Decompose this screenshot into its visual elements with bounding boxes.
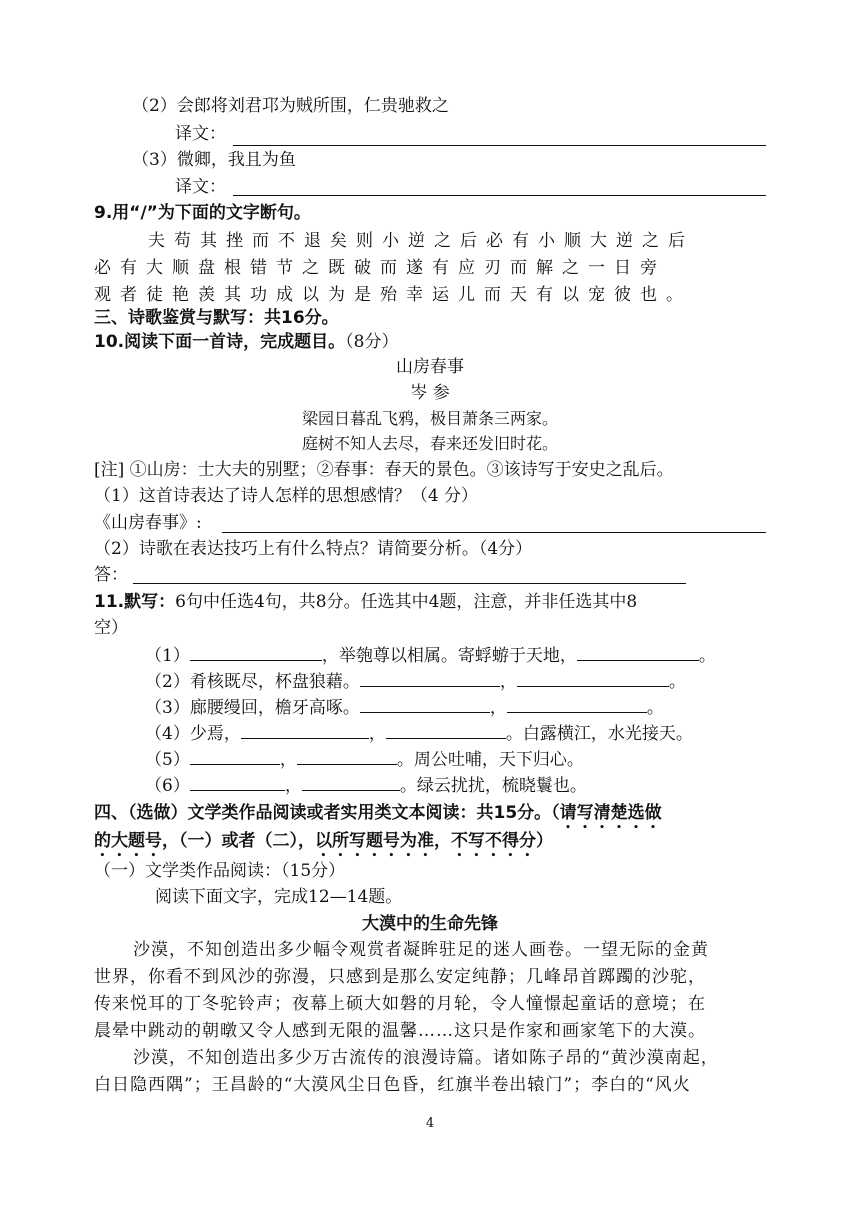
- page-number: 4: [425, 1116, 435, 1131]
- item-text: 。绿云扰扰，梳晓鬟也。: [399, 776, 587, 796]
- section-4-heading: 四、（选做）文学类作品阅读或者实用类文本阅读：共15分。: [94, 803, 552, 823]
- fill-blank[interactable]: [190, 642, 322, 661]
- article-line: 传来悦耳的丁冬驼铃声；夜幕上硕大如磐的月轮，令人憧憬起童话的意境；在: [94, 994, 706, 1014]
- question-10-sub-1: （1）这首诗表达了诗人怎样的思想感情？（4 分）: [94, 486, 479, 506]
- punctuation-text-line: 夫苟其挫而不退矣则小逆之后必有小顺大逆之后: [148, 231, 694, 251]
- article-line: 白日隐西隅”；王昌龄的“大漠风尘日色昏，红旗半卷出辕门”；李白的“风火: [94, 1075, 691, 1095]
- paren: ）: [536, 831, 553, 851]
- item-text: 。: [668, 672, 686, 692]
- article-line: 晨晕中跳动的朝暾又令人感到无限的温馨……这只是作家和画家笔下的大漠。: [94, 1021, 706, 1041]
- recitation-item-1: [145, 642, 716, 668]
- item-text: ，: [279, 750, 297, 770]
- translate-question-3: （3）微卿，我且为鱼: [132, 150, 296, 170]
- item-number: （4）: [145, 724, 190, 744]
- item-number: （2）: [145, 672, 190, 692]
- translate-label: 译文：: [175, 177, 226, 197]
- fill-blank[interactable]: [386, 720, 506, 739]
- item-number: （6）: [145, 776, 190, 796]
- recitation-item-6: [145, 772, 587, 798]
- poem-author: 岑 参: [410, 383, 450, 403]
- item-text: 。: [646, 698, 664, 718]
- question-10-points: （8分）: [345, 332, 399, 352]
- poem-title: 山房春事: [396, 357, 464, 377]
- recitation-item-3: [145, 694, 664, 720]
- translate-label: 译文：: [175, 124, 226, 144]
- question-11-desc-cont: 空）: [94, 618, 128, 638]
- recitation-item-4: [145, 720, 693, 746]
- question-9-title: 9.用“/”为下面的文字断句。: [94, 203, 311, 223]
- answer-line[interactable]: [233, 145, 766, 146]
- article-line: 世界，你看不到风沙的弥漫，只感到是那么安定纯静；几峰昂首踯躅的沙驼，: [94, 967, 706, 987]
- fill-blank[interactable]: [360, 668, 500, 687]
- translate-question-2: （2）会郎将刘君邛为贼所围，仁贵驰救之: [132, 96, 449, 116]
- fill-blank[interactable]: [241, 720, 369, 739]
- question-10-sub-2: （2）诗歌在表达技巧上有什么特点？请简要分析。（4分）: [94, 539, 533, 559]
- recitation-item-5: [145, 746, 584, 772]
- item-text: 肴核既尽，杯盘狼藉。: [189, 672, 360, 692]
- poem-note: [注] ①山房：士大夫的别墅；②春事：春天的景色。③该诗写于安史之乱后。: [94, 460, 674, 480]
- question-10-title-text: 10.阅读下面一首诗，完成题目。: [94, 332, 346, 352]
- part-1-title: （一）文学类作品阅读：（15分）: [94, 861, 346, 881]
- fill-blank[interactable]: [297, 746, 397, 765]
- fill-blank[interactable]: [360, 694, 490, 713]
- item-text: 。白露横江，水光接天。: [505, 724, 693, 744]
- section-3-heading: 三、诗歌鉴赏与默写：共16分。: [94, 308, 339, 328]
- answer-line[interactable]: [233, 195, 766, 196]
- article-line: 沙漠，不知创造出多少万古流传的浪漫诗篇。诸如陈子昂的“黄沙漠南起，: [133, 1048, 719, 1068]
- paren: （: [551, 803, 560, 823]
- question-11-line-1: [94, 590, 637, 614]
- section-4-options: （一）或者（二），: [179, 831, 315, 851]
- article-line: 沙漠，不知创造出多少幅令观赏者凝眸驻足的迷人画卷。一望无际的金黄: [133, 940, 709, 960]
- question-10-title: [94, 330, 398, 354]
- fill-blank[interactable]: [302, 772, 400, 791]
- item-text: ，: [489, 698, 507, 718]
- item-text: 。: [698, 646, 716, 666]
- fill-blank[interactable]: [507, 694, 647, 713]
- fill-blank[interactable]: [190, 746, 280, 765]
- recitation-item-2: [145, 668, 686, 694]
- item-text: 少焉，: [189, 724, 241, 744]
- answer-line[interactable]: [222, 532, 766, 533]
- poem-line: 梁园日暮乱飞鸦，极目萧条三两家。: [301, 409, 558, 428]
- item-text: ，: [499, 672, 517, 692]
- emphasized-text: 以所写题号为准，不写不得分: [315, 831, 536, 851]
- answer-line[interactable]: [133, 583, 686, 584]
- item-number: （5）: [145, 750, 190, 770]
- fill-blank[interactable]: [577, 642, 699, 661]
- emphasized-text: 的大题号，: [94, 831, 179, 851]
- question-11-desc: 6句中任选4句，共8分。任选其中4题，注意，并非任选其中8: [175, 592, 638, 612]
- sub-1-answer-label: 《山房春事》:: [94, 513, 202, 533]
- punctuation-text-line: 观者徒艳羡其功成以为是殆幸运儿而天有以宠彼也。: [94, 285, 692, 305]
- section-4-heading-line-2: [94, 829, 553, 861]
- question-11-title: 11.默写：: [94, 592, 176, 612]
- item-text: ，举匏尊以相属。寄蜉蝣于天地，: [321, 646, 577, 666]
- poem-line: 庭树不知人去尽，春来还发旧时花。: [301, 434, 558, 453]
- fill-blank[interactable]: [517, 668, 669, 687]
- item-number: （1）: [145, 646, 190, 666]
- emphasized-text: 请写清楚选做: [559, 803, 662, 823]
- part-1-instruction: 阅读下面文字，完成12—14题。: [155, 887, 403, 907]
- fill-blank[interactable]: [190, 772, 285, 791]
- item-text: ，: [368, 724, 386, 744]
- article-title: 大漠中的生命先锋: [362, 914, 498, 934]
- item-text: ，: [284, 776, 302, 796]
- item-text: 。周公吐哺，天下归心。: [396, 750, 584, 770]
- punctuation-text-line: 必有大顺盘根错节之既破而遂有应刃而解之一日旁: [94, 258, 666, 278]
- sub-2-answer-label: 答：: [94, 565, 128, 585]
- item-number: （3）: [145, 698, 190, 718]
- item-text: 廊腰缦回，檐牙高啄。: [189, 698, 360, 718]
